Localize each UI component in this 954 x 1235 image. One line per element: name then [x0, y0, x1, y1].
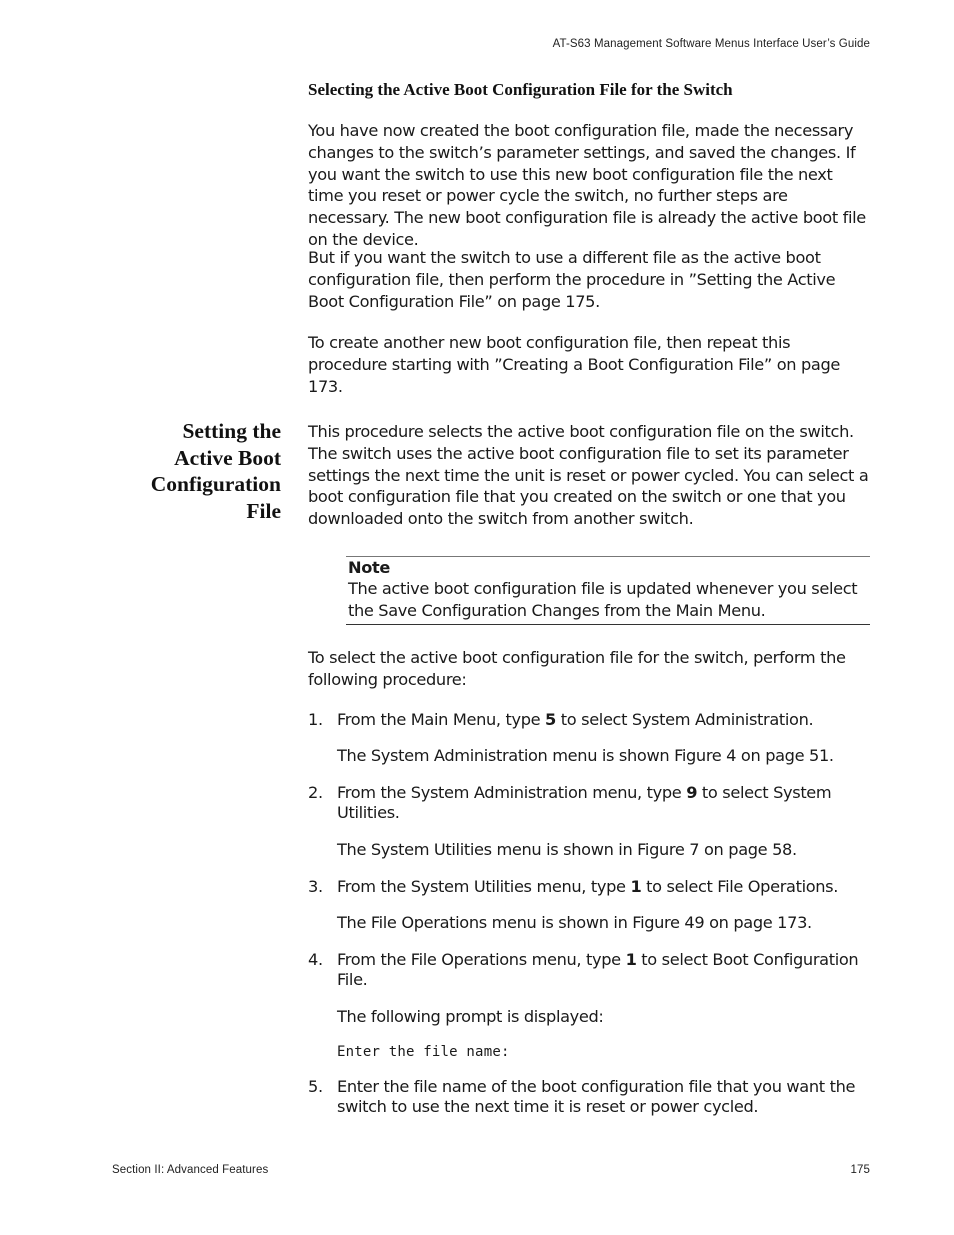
step-3 — [308, 876, 868, 898]
prompt-code: Enter the file name: — [337, 1044, 510, 1060]
step-text: From the Main Menu, type — [337, 710, 546, 729]
page-number: 175 — [850, 1164, 870, 1176]
step-number: 3. — [308, 877, 323, 896]
step-number: 2. — [308, 783, 323, 802]
step-text: to select System Administration. — [555, 710, 814, 729]
step-key: 9 — [686, 783, 698, 802]
subsection-title: Selecting the Active Boot Configuration File for the Switch — [308, 80, 733, 99]
section-heading-line: File — [246, 498, 281, 523]
step-text: Enter the file name of the boot configuration file that you want the switch to use the next time it is reset or power cycled. — [337, 1077, 856, 1116]
running-header: AT-S63 Management Software Menus Interface User’s Guide — [552, 38, 870, 50]
section-heading-line: Setting the — [182, 419, 281, 443]
step-result: The System Administration menu is shown Figure 4 on page 51. — [337, 746, 834, 765]
step-number: 5. — [308, 1077, 323, 1096]
paragraph: You have now created the boot configuration file, made the necessary changes to the switch’s parameter settings, and saved the changes. If you want the switch to use this new boot configuration file the next time you reset or power cycle the switch, no further steps are necessary. The new boot configuration file is already the active boot file on the device. — [308, 121, 866, 249]
step-text: to select Boot Configuration File. — [337, 950, 859, 989]
paragraph: To create another new boot configuration file, then repeat this procedure starting with ”Creating a Boot Configuration File” on page 173. — [308, 333, 840, 396]
step-key: 1 — [625, 950, 637, 969]
step-result: The following prompt is displayed: — [337, 1007, 604, 1026]
step-result: The System Utilities menu is shown in Figure 7 on page 58. — [337, 840, 797, 859]
step-key: 1 — [630, 877, 642, 896]
step-2 — [308, 783, 833, 823]
step-key: 5 — [545, 710, 556, 729]
step-text: to select File Operations. — [641, 877, 839, 896]
section-heading-line: Configuration — [150, 472, 281, 496]
note-label: Note — [348, 558, 390, 577]
note-bottom-rule — [346, 624, 870, 625]
step-text: to select System Utilities. — [337, 783, 832, 822]
footer-section: Section II: Advanced Features — [112, 1164, 269, 1176]
step-number: 4. — [308, 950, 323, 969]
procedure-lead-in: To select the active boot configuration file for the switch, perform the following procedure: — [308, 648, 846, 689]
step-5 — [308, 1077, 863, 1117]
step-result: The File Operations menu is shown in Figure 49 on page 173. — [337, 913, 812, 932]
note-top-rule — [346, 556, 870, 557]
step-text: From the System Utilities menu, type — [337, 877, 631, 896]
step-text: From the System Administration menu, type — [337, 783, 687, 802]
step-4 — [308, 950, 870, 990]
paragraph: But if you want the switch to use a different file as the active boot configuration file, then perform the procedure in ”Setting the Active Boot Configuration File” on page 175. — [308, 248, 836, 311]
note-text: The active boot configuration file is updated whenever you select the Save Configuration Changes from the Main Menu. — [348, 579, 858, 620]
step-number: 1. — [308, 710, 323, 729]
step-text: From the File Operations menu, type — [337, 950, 626, 969]
step-1 — [308, 709, 868, 731]
section-heading — [81, 418, 281, 524]
section-heading-line: Active Boot — [174, 445, 281, 470]
section-intro: This procedure selects the active boot configuration file on the switch. The switch uses the active boot configuration file to set its parameter settings the next time the unit is reset or power cycled. You can select a boot configuration file that you created on the switch or one that you downloaded onto the switch from another switch. — [308, 422, 869, 529]
